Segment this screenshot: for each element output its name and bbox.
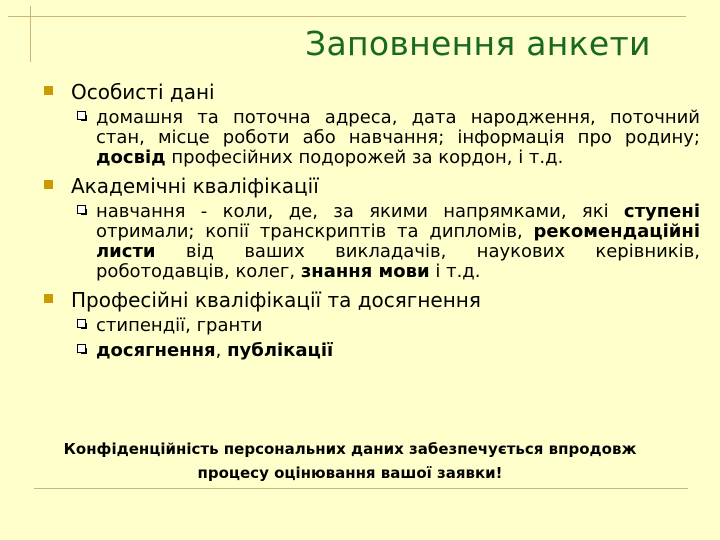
section-heading: Академічні кваліфікації (71, 174, 319, 198)
square-bullet-icon (44, 180, 53, 189)
slide-title: Заповнення анкети (305, 24, 651, 63)
item-text-bold: досвід (96, 147, 166, 168)
square-bullet-icon (44, 294, 53, 303)
section-heading: Професійні кваліфікації та досягнення (71, 288, 481, 312)
item-text-bold: ступені (623, 201, 700, 222)
item-text-bold: публікації (227, 340, 334, 361)
list-item (40, 316, 700, 335)
list-item (40, 108, 700, 168)
item-text: професійних подорожей за кордон, і т.д. (165, 147, 564, 168)
item-text-bold: досягнення (96, 340, 216, 361)
section-professional (40, 288, 700, 312)
section-academic (40, 174, 700, 198)
frame-bottom-line (34, 488, 688, 489)
square-bullet-icon (44, 86, 53, 95)
item-text: навчання - коли, де, за якими напрямками, які (96, 201, 624, 222)
checkbox-bullet-icon (77, 319, 86, 328)
footer-line: Конфіденційність персональних даних забезпечується впродовж (63, 440, 637, 458)
checkbox-bullet-icon (77, 205, 86, 214)
footer-note (40, 437, 660, 485)
checkbox-bullet-icon (77, 344, 86, 353)
list-item (40, 202, 700, 282)
frame-top-line (8, 16, 686, 17)
item-text: , (215, 340, 228, 361)
item-text-bold: рекомендаційні листи (96, 221, 700, 262)
item-text: і т.д. (429, 261, 481, 282)
item-text: від ваших викладачів, наукових керівників, роботодавців, колег, (96, 241, 700, 282)
section-personal (40, 80, 700, 104)
slide-content (40, 80, 700, 366)
footer-line: процесу оцінювання вашої заявки! (197, 464, 503, 482)
frame-left-line (30, 6, 31, 62)
item-text-bold: знання мови (300, 261, 430, 282)
list-item (40, 341, 700, 360)
item-text: стипендії, гранти (96, 315, 263, 336)
checkbox-bullet-icon (77, 111, 86, 120)
section-heading: Особисті дані (71, 80, 215, 104)
item-text: отримали; копії транскриптів та дипломів, (96, 221, 534, 242)
item-text: домашня та поточна адреса, дата народження, поточний стан, місце роботи або навчання; інформація про родину; (96, 107, 700, 148)
